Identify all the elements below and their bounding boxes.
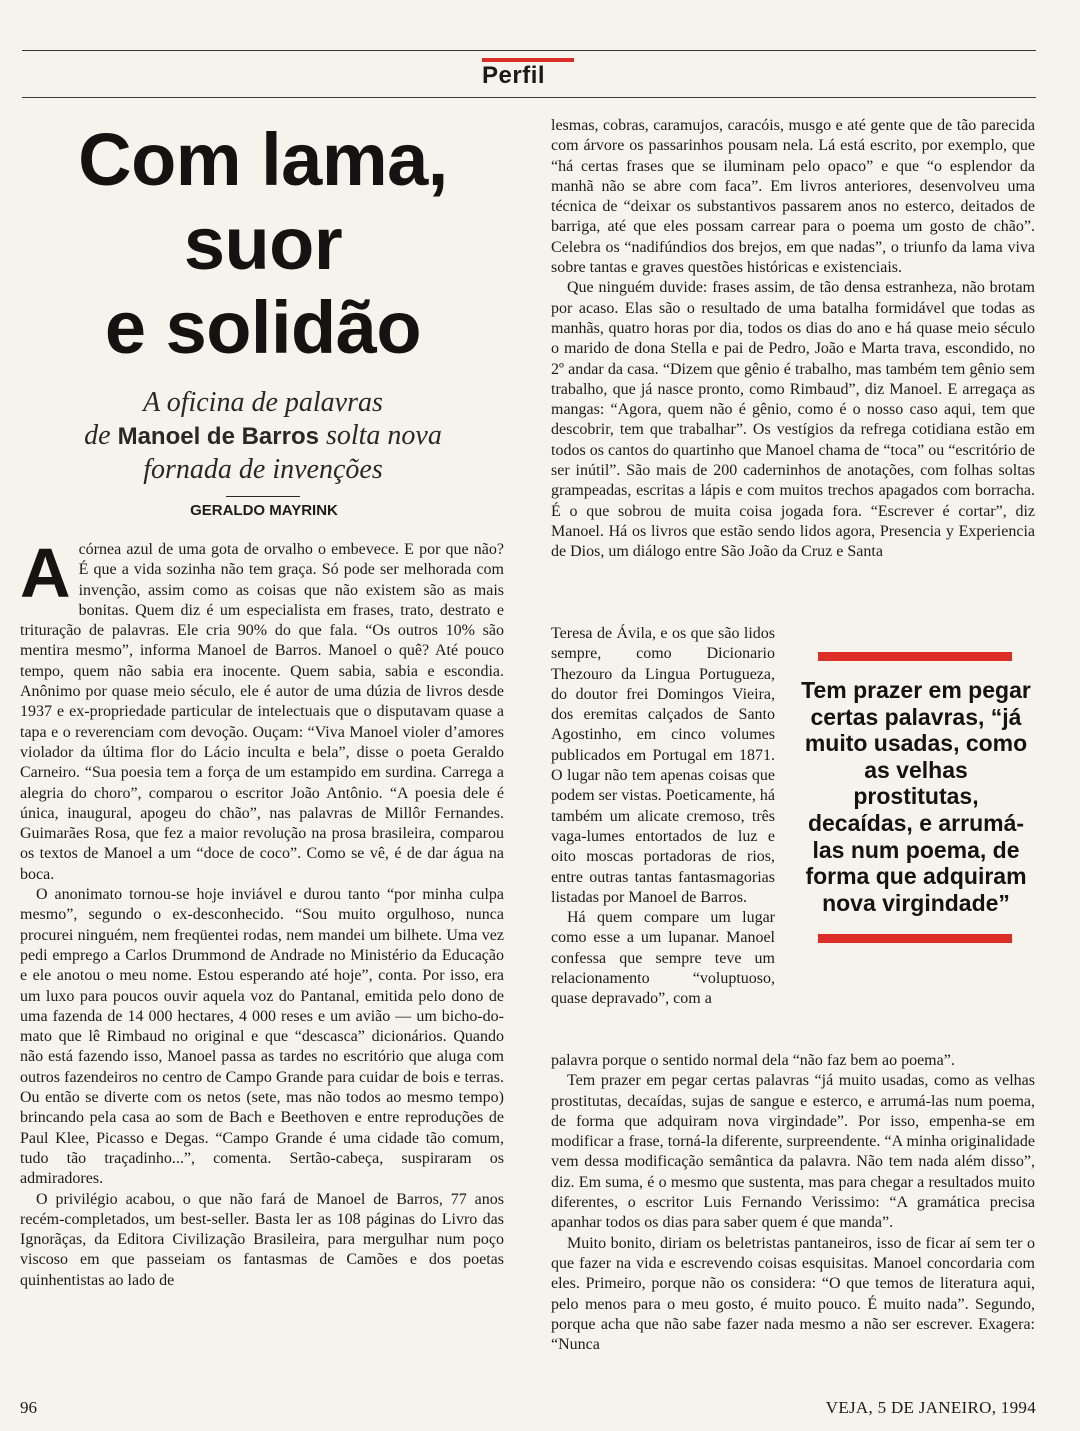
deck-post: solta nova [318, 420, 442, 451]
deck-line-3: fornada de invenções [143, 454, 383, 485]
paragraph-7: Há quem compare um lugar como esse a um lupanar. Manoel confessa que sempre teve um relacionamento “voluptuoso, quase depravado”, com a [551, 909, 775, 1008]
article-column-right-bottom [551, 1051, 1035, 1355]
issue-folio: VEJA, 5 DE JANEIRO, 1994 [825, 1398, 1036, 1417]
article-column-left [20, 534, 504, 1291]
pull-quote-text: Tem prazer em pegar certas palavras, “já muito usadas, como as velhas prostitutas, decaídas, e arrumá-las num poema, de forma que adquiram nova virgindade” [801, 677, 1031, 916]
byline: GERALDO MAYRINK [190, 502, 338, 519]
deck-line-2 [40, 419, 486, 453]
paragraph-2: O anonimato tornou-se hoje inviável e durou tanto “por minha culpa mesmo”, segundo o ex-desconhecido. “Sou muito orgulhoso, nunca procurei ninguém, nem freqüentei rodas, nem mandei um bilhete. Uma vez pedi emprego a Carlos Drummond de Andrade no Ministério da Educação e ele anotou o meu nome. Estou esperando até hoje”, conta. Por isso, era um luxo para poucos ouvir aquela voz do Pantanal, emitida pelo dono de uma fazenda de 14 000 hectares, 4 000 reses e um avião — um bicho-do-mato que lê Rimbaud no original e que “descasca” dicionários. Quando não está fazendo isso, Manoel passa as tardes no escritório que aluga com outros fazendeiros no centro de Campo Grande para cuidar de bois e terras. Ou então se diverte com os netos (sete, mas não todos ao mesmo tempo) brincando pela casa ao som de Bach e Beethoven e entre reproduções de Paul Klee, Picasso e Degas. “Campo Grande é uma cidade tão comum, tudo tão traçadinho...”, comenta. Sertão-cabeça, suspiraram os admiradores. [20, 886, 504, 1188]
page-number: 96 [20, 1398, 37, 1417]
paragraph-4: lesmas, cobras, caramujos, caracóis, musgo e até gente que de tão parecida com árvore os passarinhos pousam nela. Lá está escrito, por exemplo, que “há certas frases que se iluminam pelo opaco” e que “o esplendor da manhã não se abre com faca”. Em livros anteriores, desenvolveu uma técnica de “deixar os substantivos passarem anos no esterco, deitados de barriga, até que eles possam carrear para o poema um gosto de chão”. Celebra os “nadifúndios dos brejos, em que nadas”, o triunfo da lama viva sobre tantas e graves questões históricas e existenciais. [551, 117, 1035, 277]
headline-line-1: Com lama, [78, 118, 448, 201]
pull-quote-bottom-bar [818, 934, 1012, 943]
paragraph-10: Muito bonito, diriam os beletristas pantaneiros, isso de ficar aí sem ter o que fazer na vida e escrevendo coisas esquisitas. Manoel concordaria com eles. Primeiro, porque não os considera: “O que temos de literatura aqui, pelo menos para o meu gosto, é muito pouco. É muito nada”. Segundo, porque acha que não sabe fazer nada mesmo a não ser escrever. Exagera: “Nunca [551, 1234, 1035, 1354]
headline-line-2: suor [183, 202, 343, 285]
paragraph-5: Que ninguém duvide: frases assim, de tão densa estranheza, não brotam por acaso. Elas são o resultado de uma batalha formidável que todas as manhãs, quatro horas por dia, todos os dias do ano e há quase meio século o marido de dona Stella e pai de Pedro, João e Marta trava, escondido, no 2º andar da casa. “Dizem que gênio é trabalho, mas também tem gênio sem trabalho, que já nasce pronto, como Rimbaud”, diz Manoel. E arregaça as mangas: “Agora, quem não é gênio, como é o nosso caso aqui, tem que descobrir, tem que trabalhar”. Os vestígios da refrega cotidiana estão em todos os cantos do quartinho que Manoel chama de “toca” ou “escritório de ser inútil”. São mais de 200 caderninhos de anotações, com folhas soltas grampeadas, escritas a lápis e com muitos trechos apagados com borracha. É o que sobrou de muita coisa jogada fora. “Escrever é cortar”, diz Manoel. Há os livros que estão sendo lidos agora, Presencia y Experiencia de Dios, um diálogo entre São João da Cruz e Santa [551, 279, 1035, 561]
pull-quote-top-bar [818, 652, 1012, 661]
article-column-right-narrow [551, 624, 775, 1010]
top-rule [22, 50, 1036, 51]
paragraph-6: Teresa de Ávila, e os que são lidos sempre, como Dicionario Thezouro da Lingua Portugueza, do doutor frei Domingos Vieira, dos eremitas calçados de Santo Agostinho, em cinco volumes publicados em Portugal em 1871. O lugar não tem apenas coisas que podem ser vistas. Poeticamente, há também um alicate cremoso, três vaga-lumes entortados de luz e oito moscas portadoras de rios, entre outras tantas fantasmagorias listadas por Manoel de Barros. [551, 625, 775, 906]
paragraph-3: O privilégio acabou, o que não fará de Manoel de Barros, 77 anos recém-completados, um best-seller. Basta ler as 108 páginas do Livro das Ignorãças, da Editora Civilização Brasileira, para mergulhar num poço viscoso em que passeiam os fantasmas de Camões e dos poetas quinhentistas ao lado de [20, 1190, 504, 1289]
headline [22, 118, 504, 370]
deck-line-1: A oficina de palavras [143, 387, 383, 418]
drop-cap: A [20, 534, 71, 612]
headline-line-3: e solidão [104, 286, 422, 369]
deck-author-name: Manoel de Barros [117, 423, 319, 450]
paragraph-1 [20, 534, 504, 885]
paragraph-8: palavra porque o sentido normal dela “não faz bem ao poema”. [551, 1052, 955, 1069]
pull-quote [800, 652, 1032, 943]
deck-pre: de [84, 420, 118, 451]
section-label: Perfil [482, 62, 546, 89]
deck [40, 386, 486, 486]
article-column-right-top [551, 116, 1035, 563]
paragraph-9: Tem prazer em pegar certas palavras “já muito usadas, como as velhas prostitutas, decaídas, sujas de sangue e esterco, e arrumá-las num poema, de forma que adquiram nova virgindade”. Por isso, empenha-se em modificar a frase, torná-la diferente, surpreendente. “A minha originalidade vem dessa modificação semântica da palavra. Não tem nada além disso”, diz. Em suma, é o mesmo que sustenta, mas para chegar a resultados muito diferentes, o escritor Luis Fernando Verissimo: “A gramática precisa apanhar todos os dias para saber quem é que manda”. [551, 1072, 1035, 1232]
byline-rule [226, 496, 300, 497]
header-rule [22, 97, 1036, 98]
paragraph-1-text: córnea azul de uma gota de orvalho o embevece. E por que não? É que a vida sozinha não tem graça. Só pode ser melhorada com invenção, assim como as coisas que não existem são as mais bonitas. Quem diz é um especialista em frases, trato, destrato e trituração de palavras. Ele cria 90% do que fala. “Os outros 10% são mentira mesmo”, informa Manoel de Barros. Manoel o quê? Até pouco tempo, quem não sabia era inocente. Quem sabia, sabia e escondia. Anônimo por quase meio século, ele é autor de uma dúzia de livros desde 1937 e ex-propriedade particular de intelectuais que o disputavam quase a tapa e o reverenciam com devoção. Ouçam: “Viva Manoel violer d’amores violador da última flor do Lácio inculta e bela”, disse o poeta Geraldo Carneiro. “Sua poesia tem a força de um estampido em surdina. Carrega a alegria do choro”, comparou o escritor João Antônio. “A poesia dele é única, inaugural, apogeu do chão”, nas palavras de Millôr Fernandes. Guimarães Rosa, que fez a maior revolução na prosa brasileira, comparou os textos de Manoel a um “doce de coco”. Como se vê, é de dar água na boca. [20, 541, 504, 883]
